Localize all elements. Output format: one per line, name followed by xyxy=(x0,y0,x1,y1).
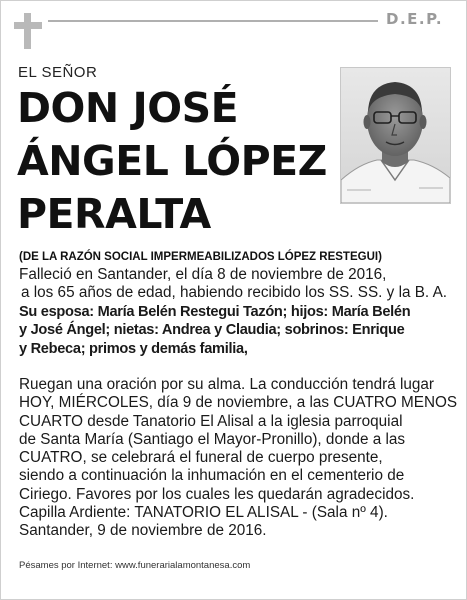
text-line: CUARTO desde Tanatorio El Alisal a la iglesia parroquial xyxy=(19,412,403,430)
death-notice xyxy=(19,266,447,303)
text-line: de Santa María (Santiago el Mayor-Pronillo), donde a las xyxy=(19,430,406,448)
family-list xyxy=(19,303,410,358)
text-line: Ciriego. Favores por los cuales les quedarán agradecidos. xyxy=(19,485,415,503)
name-line: PERALTA xyxy=(17,190,211,238)
text-line: y Rebeca; primos y demás familia, xyxy=(19,340,248,357)
deceased-name xyxy=(17,82,337,241)
text-line: a los 65 años de edad, habiendo recibido los SS. SS. y la B. A. xyxy=(21,284,448,302)
funeral-announcement xyxy=(19,376,457,541)
dep-label: D.E.P. xyxy=(386,10,444,28)
text-line: Santander, 9 de noviembre de 2016. xyxy=(19,522,267,540)
text-line: CUATRO, se celebrará el funeral de cuerpo presente, xyxy=(19,449,383,467)
text-line: siendo a continuación la inhumación en el cementerio de xyxy=(19,467,405,485)
name-line: DON JOSÉ xyxy=(17,84,239,132)
cross-icon xyxy=(14,13,42,49)
text-line: Capilla Ardiente: TANATORIO EL ALISAL - (Sala nº 4). xyxy=(19,504,388,522)
text-line: Ruegan una oración por su alma. La conducción tendrá lugar xyxy=(19,376,434,393)
text-line: HOY, MIÉRCOLES, día 9 de noviembre, a las CUATRO MENOS xyxy=(19,394,458,412)
portrait-photo xyxy=(340,67,451,204)
condolence-footer: Pésames por Internet: www.funerarialamontanesa.com xyxy=(19,560,251,571)
text-line: Su esposa: María Belén Restegui Tazón; hijos: María Belén xyxy=(19,304,411,320)
company-line: (DE LA RAZÓN SOCIAL IMPERMEABILIZADOS LÓPEZ RESTEGUI) xyxy=(19,251,382,263)
text-line: y José Ángel; nietas: Andrea y Claudia; sobrinos: Enrique xyxy=(19,322,405,339)
title-prefix: EL SEÑOR xyxy=(18,64,98,81)
text-line: Falleció en Santander, el día 8 de noviembre de 2016, xyxy=(19,266,387,283)
header-rule xyxy=(48,20,378,22)
name-line: ÁNGEL LÓPEZ xyxy=(17,137,327,185)
